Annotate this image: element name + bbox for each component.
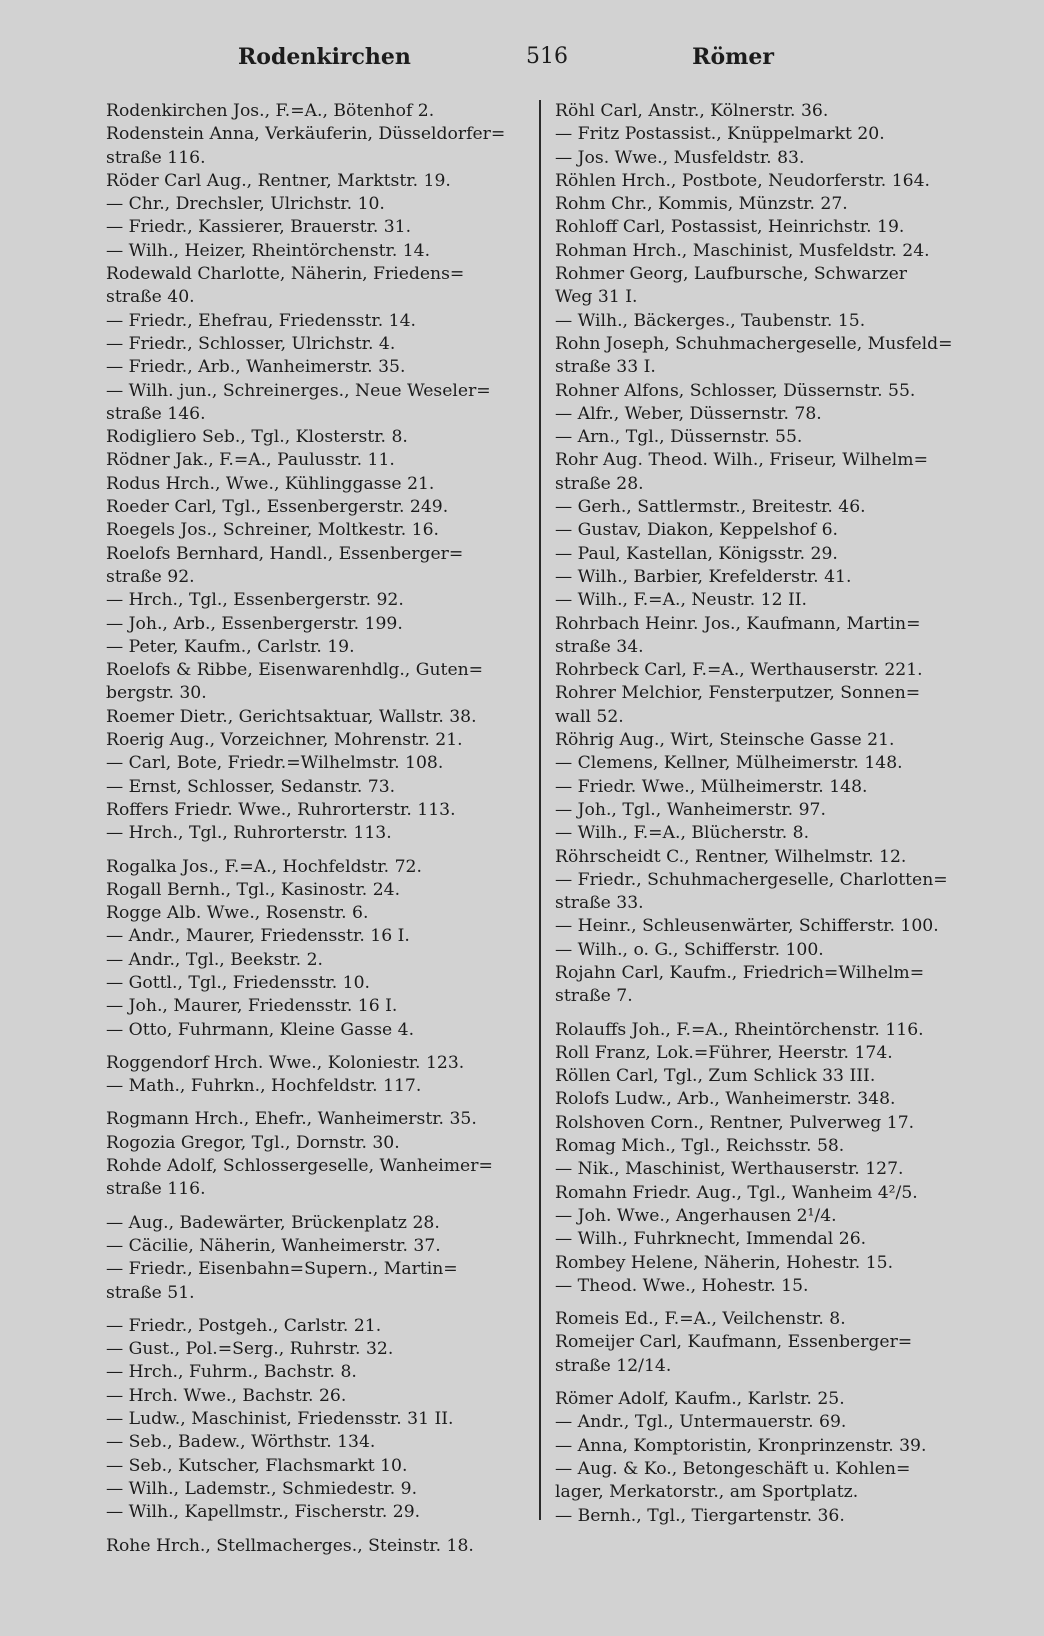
directory-entry: straße 40. <box>106 287 195 308</box>
directory-entry: — Friedr., Arb., Wanheimerstr. 35. <box>106 357 406 378</box>
directory-entry: Rodus Hrch., Wwe., Kühlinggasse 21. <box>106 473 435 494</box>
directory-entry: Rödner Jak., F.=A., Paulusstr. 11. <box>106 450 395 471</box>
directory-entry: — Friedr., Kassierer, Brauerstr. 31. <box>106 217 412 238</box>
directory-entry: — Joh. Wwe., Angerhausen 2¹/4. <box>555 1205 837 1226</box>
directory-entry: Rodigliero Seb., Tgl., Klosterstr. 8. <box>106 427 408 448</box>
left-column <box>106 100 531 1558</box>
directory-entry: — Wilh., Kapellmstr., Fischerstr. 29. <box>106 1502 421 1523</box>
directory-entry: — Friedr., Ehefrau, Friedensstr. 14. <box>106 310 416 331</box>
directory-entry: — Aug. & Ko., Betongeschäft u. Kohlen= <box>555 1458 911 1479</box>
directory-entry: Roemer Dietr., Gerichtsaktuar, Wallstr. 38. <box>106 706 477 727</box>
directory-entry: Romeijer Carl, Kaufmann, Essenberger= <box>555 1332 913 1353</box>
directory-entry: — Ludw., Maschinist, Friedensstr. 31 II. <box>106 1409 454 1430</box>
directory-entry: — Jos. Wwe., Musfeldstr. 83. <box>555 147 805 168</box>
directory-entry: — Ernst, Schlosser, Sedanstr. 73. <box>106 776 396 797</box>
directory-entry: — Joh., Arb., Essenbergerstr. 199. <box>106 613 403 634</box>
directory-entry: Rohrer Melchior, Fensterputzer, Sonnen= <box>555 683 921 704</box>
directory-entry: — Heinr., Schleusenwärter, Schifferstr. 100. <box>555 916 939 937</box>
directory-entry: Röhrig Aug., Wirt, Steinsche Gasse 21. <box>555 730 895 751</box>
directory-entry: straße 92. <box>106 566 195 587</box>
directory-entry: Rodenkirchen Jos., F.=A., Bötenhof 2. <box>106 101 435 121</box>
directory-entry: Roffers Friedr. Wwe., Ruhrorterstr. 113. <box>106 799 456 820</box>
directory-entry: — Joh., Maurer, Friedensstr. 16 I. <box>106 996 398 1017</box>
directory-entry: — Seb., Kutscher, Flachsmarkt 10. <box>106 1455 408 1476</box>
header-right-word: Römer <box>692 44 774 70</box>
directory-entry: — Chr., Drechsler, Ulrichstr. 10. <box>106 194 385 215</box>
directory-entry: — Wilh., o. G., Schifferstr. 100. <box>555 939 824 960</box>
directory-entry: Röhlen Hrch., Postbote, Neudorferstr. 164. <box>555 170 930 191</box>
directory-entry: Rohrbeck Carl, F.=A., Werthauserstr. 221. <box>555 660 923 681</box>
directory-entry: — Hrch., Tgl., Ruhrorterstr. 113. <box>106 823 392 844</box>
directory-entry: — Gustav, Diakon, Keppelshof 6. <box>555 520 838 541</box>
directory-entry: — Hrch. Wwe., Bachstr. 26. <box>106 1385 347 1406</box>
directory-entry: — Arn., Tgl., Düssernstr. 55. <box>555 427 803 448</box>
directory-entry: — Cäcilie, Näherin, Wanheimerstr. 37. <box>106 1235 441 1256</box>
directory-entry: Romag Mich., Tgl., Reichsstr. 58. <box>555 1136 845 1157</box>
directory-entry: — Paul, Kastellan, Königsstr. 29. <box>555 543 838 564</box>
directory-entry: — Bernh., Tgl., Tiergartenstr. 36. <box>555 1505 845 1526</box>
directory-entry: Weg 31 I. <box>555 287 638 308</box>
directory-entry: Rojahn Carl, Kaufm., Friedrich=Wilhelm= <box>555 962 925 983</box>
directory-entry: straße 116. <box>106 147 206 168</box>
directory-entry: Rohner Alfons, Schlosser, Düssernstr. 55. <box>555 380 916 401</box>
directory-entry: — Fritz Postassist., Knüppelmarkt 20. <box>555 124 885 145</box>
directory-entry: Röhl Carl, Anstr., Kölnerstr. 36. <box>555 101 829 121</box>
directory-entry: — Hrch., Fuhrm., Bachstr. 8. <box>106 1362 357 1383</box>
directory-entry: — Friedr., Schlosser, Ulrichstr. 4. <box>106 333 396 354</box>
directory-entry: — Andr., Maurer, Friedensstr. 16 I. <box>106 926 410 947</box>
directory-entry: bergstr. 30. <box>106 683 207 704</box>
right-column <box>555 100 980 1558</box>
page-header <box>106 44 1004 80</box>
directory-entry: Rogalka Jos., F.=A., Hochfeldstr. 72. <box>106 856 422 877</box>
directory-entry: wall 52. <box>555 706 624 727</box>
directory-entry: Rohn Joseph, Schuhmachergeselle, Musfeld= <box>555 333 953 354</box>
directory-entry: — Wilh., Barbier, Krefelderstr. 41. <box>555 566 852 587</box>
directory-entry: — Gottl., Tgl., Friedensstr. 10. <box>106 972 370 993</box>
directory-entry: — Wilh., Bäckerges., Taubenstr. 15. <box>555 310 866 331</box>
directory-entry: — Wilh., F.=A., Blücherstr. 8. <box>555 823 810 844</box>
directory-entry: Rohrbach Heinr. Jos., Kaufmann, Martin= <box>555 613 921 634</box>
directory-entry: Röllen Carl, Tgl., Zum Schlick 33 III. <box>555 1066 876 1087</box>
directory-entry: — Nik., Maschinist, Werthauserstr. 127. <box>555 1159 904 1180</box>
directory-entry: Rohloff Carl, Postassist, Heinrichstr. 19. <box>555 217 905 238</box>
directory-entry: Rohman Hrch., Maschinist, Musfeldstr. 24. <box>555 240 930 261</box>
directory-entry: Röder Carl Aug., Rentner, Marktstr. 19. <box>106 170 451 191</box>
column-divider <box>539 100 541 1520</box>
directory-entry: — Seb., Badew., Wörthstr. 134. <box>106 1432 376 1453</box>
directory-entry: straße 12/14. <box>555 1355 672 1376</box>
directory-entry: Roggendorf Hrch. Wwe., Koloniestr. 123. <box>106 1052 465 1073</box>
directory-entry: straße 146. <box>106 403 206 424</box>
directory-entry: — Wilh., Fuhrknecht, Immendal 26. <box>555 1229 867 1250</box>
directory-entry: — Gust., Pol.=Serg., Ruhrstr. 32. <box>106 1339 394 1360</box>
directory-entry: — Wilh. jun., Schreinerges., Neue Weseler= <box>106 380 491 401</box>
directory-entry: — Alfr., Weber, Düssernstr. 78. <box>555 403 822 424</box>
directory-entry: lager, Merkatorstr., am Sportplatz. <box>555 1482 859 1503</box>
directory-entry: straße 33. <box>555 893 644 914</box>
columns <box>106 100 1004 1558</box>
directory-entry: Rohde Adolf, Schlossergeselle, Wanheimer= <box>106 1156 493 1177</box>
directory-entry: — Hrch., Tgl., Essenbergerstr. 92. <box>106 590 404 611</box>
directory-entry: Roelofs Bernhard, Handl., Essenberger= <box>106 543 464 564</box>
directory-entry: straße 33 I. <box>555 357 656 378</box>
directory-entry: — Wilh., F.=A., Neustr. 12 II. <box>555 590 808 611</box>
directory-entry: Rogall Bernh., Tgl., Kasinostr. 24. <box>106 879 401 900</box>
directory-entry: straße 28. <box>555 473 644 494</box>
directory-entry: — Clemens, Kellner, Mülheimerstr. 148. <box>555 753 903 774</box>
directory-entry: — Friedr., Postgeh., Carlstr. 21. <box>106 1315 382 1336</box>
directory-entry: straße 51. <box>106 1282 195 1303</box>
directory-entry: Röhrscheidt C., Rentner, Wilhelmstr. 12. <box>555 846 907 867</box>
directory-entry: — Math., Fuhrkn., Hochfeldstr. 117. <box>106 1076 422 1097</box>
directory-entry: — Joh., Tgl., Wanheimerstr. 97. <box>555 799 826 820</box>
directory-entry: Rohm Chr., Kommis, Münzstr. 27. <box>555 194 848 215</box>
directory-entry: straße 34. <box>555 636 644 657</box>
directory-entry: — Andr., Tgl., Beekstr. 2. <box>106 949 323 970</box>
directory-entry: Rolauffs Joh., F.=A., Rheintörchenstr. 116. <box>555 1019 924 1040</box>
directory-entry: Rogmann Hrch., Ehefr., Wanheimerstr. 35. <box>106 1109 477 1130</box>
directory-entry: Romeis Ed., F.=A., Veilchenstr. 8. <box>555 1309 846 1330</box>
directory-entry: Roelofs & Ribbe, Eisenwarenhdlg., Guten= <box>106 660 484 681</box>
directory-entry: Rombey Helene, Näherin, Hohestr. 15. <box>555 1252 894 1273</box>
directory-entry: Römer Adolf, Kaufm., Karlstr. 25. <box>555 1389 845 1410</box>
directory-entry: — Carl, Bote, Friedr.=Wilhelmstr. 108. <box>106 753 444 774</box>
directory-entry: — Anna, Komptoristin, Kronprinzenstr. 39. <box>555 1435 927 1456</box>
directory-entry: — Friedr., Schuhmachergeselle, Charlotten= <box>555 869 948 890</box>
directory-entry: Romahn Friedr. Aug., Tgl., Wanheim 4²/5. <box>555 1182 918 1203</box>
directory-entry: — Andr., Tgl., Untermauerstr. 69. <box>555 1412 847 1433</box>
directory-entry: — Theod. Wwe., Hohestr. 15. <box>555 1275 809 1296</box>
directory-entry: Rolofs Ludw., Arb., Wanheimerstr. 348. <box>555 1089 896 1110</box>
directory-entry: Rodenstein Anna, Verkäuferin, Düsseldorfer= <box>106 124 506 145</box>
directory-entry: Roll Franz, Lok.=Führer, Heerstr. 174. <box>555 1042 893 1063</box>
directory-entry: Rohmer Georg, Laufbursche, Schwarzer <box>555 264 907 285</box>
directory-entry: — Aug., Badewärter, Brückenplatz 28. <box>106 1212 440 1233</box>
page-number: 516 <box>526 44 568 69</box>
directory-entry: — Gerh., Sattlermstr., Breitestr. 46. <box>555 497 866 518</box>
directory-entry: Roerig Aug., Vorzeichner, Mohrenstr. 21. <box>106 730 463 751</box>
directory-entry: Roeder Carl, Tgl., Essenbergerstr. 249. <box>106 497 449 518</box>
header-left-word: Rodenkirchen <box>238 44 411 70</box>
directory-entry: — Wilh., Heizer, Rheintörchenstr. 14. <box>106 240 431 261</box>
directory-entry: straße 116. <box>106 1179 206 1200</box>
directory-entry: Rohr Aug. Theod. Wilh., Friseur, Wilhelm= <box>555 450 928 471</box>
directory-entry: — Wilh., Lademstr., Schmiedestr. 9. <box>106 1478 418 1499</box>
directory-entry: Roegels Jos., Schreiner, Moltkestr. 16. <box>106 520 439 541</box>
directory-entry: Rohe Hrch., Stellmacherges., Steinstr. 18. <box>106 1535 474 1556</box>
directory-entry: Rodewald Charlotte, Näherin, Friedens= <box>106 264 465 285</box>
directory-entry: — Otto, Fuhrmann, Kleine Gasse 4. <box>106 1019 415 1040</box>
directory-entry: — Friedr. Wwe., Mülheimerstr. 148. <box>555 776 868 797</box>
directory-entry: — Peter, Kaufm., Carlstr. 19. <box>106 636 355 657</box>
directory-entry: straße 7. <box>555 986 633 1007</box>
directory-entry: Rolshoven Corn., Rentner, Pulverweg 17. <box>555 1112 915 1133</box>
directory-entry: Rogge Alb. Wwe., Rosenstr. 6. <box>106 903 369 924</box>
directory-entry: Rogozia Gregor, Tgl., Dornstr. 30. <box>106 1132 400 1153</box>
directory-entry: — Friedr., Eisenbahn=Supern., Martin= <box>106 1259 458 1280</box>
